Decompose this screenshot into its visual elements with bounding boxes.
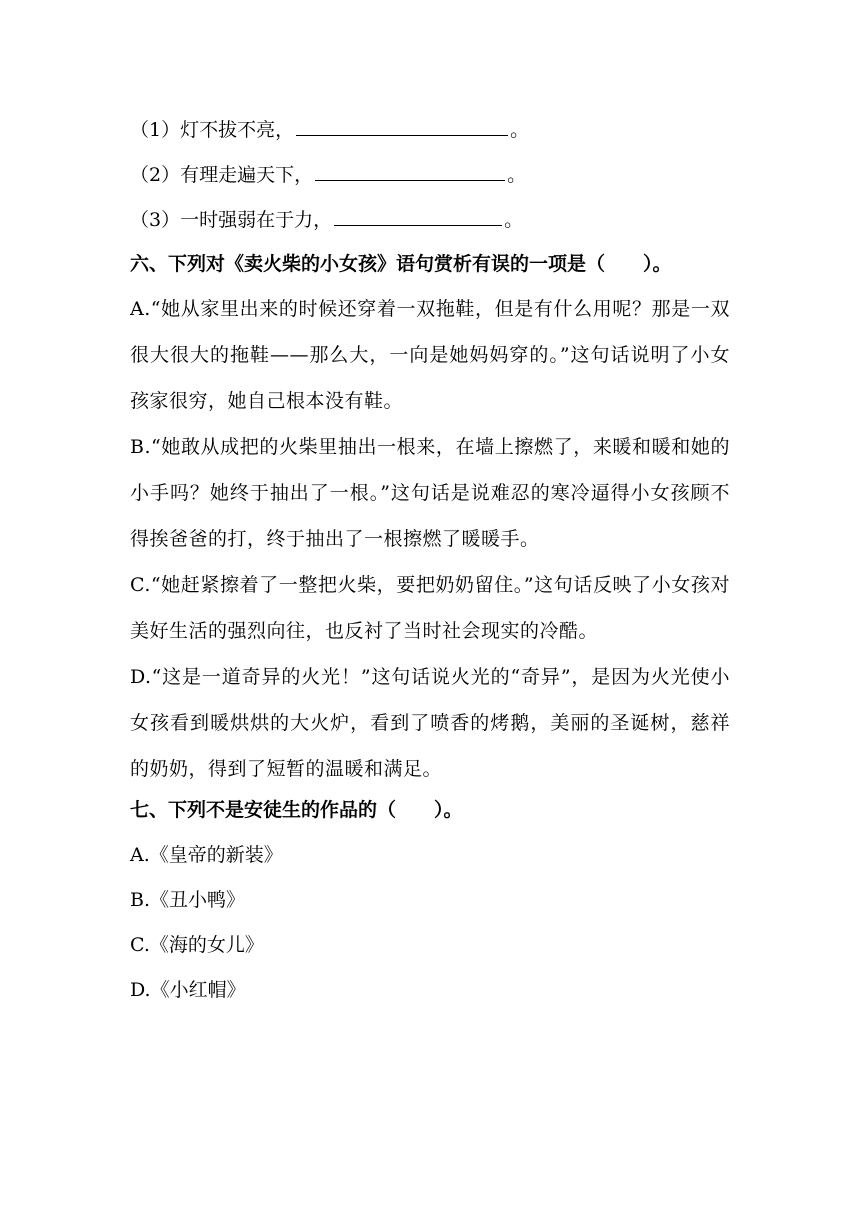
fill-item-1-prefix: （1）灯不拔不亮，: [130, 119, 295, 141]
fill-item-1-suffix: 。: [510, 119, 530, 141]
question-6-option-d[interactable]: D.“这是一道奇异的火光！”这句话说火光的“奇异”，是因为火光使小女孩看到暖烘烘的大火炉，看到了喷香的烤鹅，美丽的圣诞树，慈祥的奶奶，得到了短暂的温暖和满足。: [130, 666, 730, 780]
fill-item-2-suffix: 。: [507, 164, 527, 186]
question-6-option-b[interactable]: B.“她敢从成把的火柴里抽出一根来，在墙上擦燃了，来暖和暖和她的小手吗？她终于抽出了一根。”这句话是说难忍的寒冷逼得小女孩顾不得挨爸爸的打，终于抽出了一根擦燃了暖暖手。: [130, 436, 730, 550]
fill-item-1: [130, 117, 529, 142]
question-6-option-a[interactable]: A.“她从家里出来的时候还穿着一双拖鞋，但是有什么用呢？那是一双很大很大的拖鞋——那么大，一向是她妈妈穿的。”这句话说明了小女孩家很穷，她自己根本没有鞋。: [130, 298, 730, 412]
answer-blank-1[interactable]: [296, 117, 508, 136]
fill-item-2-prefix: （2）有理走遍天下，: [130, 164, 314, 186]
answer-blank-2[interactable]: [315, 162, 505, 181]
fill-item-3-prefix: （3）一时强弱在于力，: [130, 209, 333, 231]
question-7-option-a[interactable]: A.《皇帝的新装》: [130, 844, 283, 866]
question-6-title: 六、下列对《卖火柴的小女孩》语句赏析有误的一项是（ ）。: [130, 253, 672, 275]
fill-item-3-suffix: 。: [504, 209, 524, 231]
question-7-option-d[interactable]: D.《小红帽》: [130, 979, 246, 1001]
question-7-option-b[interactable]: B.《丑小鸭》: [130, 889, 246, 911]
question-6-option-c[interactable]: C.“她赶紧擦着了一整把火柴，要把奶奶留住。”这句话反映了小女孩对美好生活的强烈向往，也反衬了当时社会现实的冷酷。: [130, 574, 730, 642]
question-7-option-c[interactable]: C.《海的女儿》: [130, 934, 264, 956]
fill-item-3: [130, 207, 523, 232]
answer-blank-3[interactable]: [334, 207, 502, 226]
question-7-title: 七、下列不是安徒生的作品的（ ）。: [130, 799, 463, 821]
fill-item-2: [130, 162, 526, 187]
